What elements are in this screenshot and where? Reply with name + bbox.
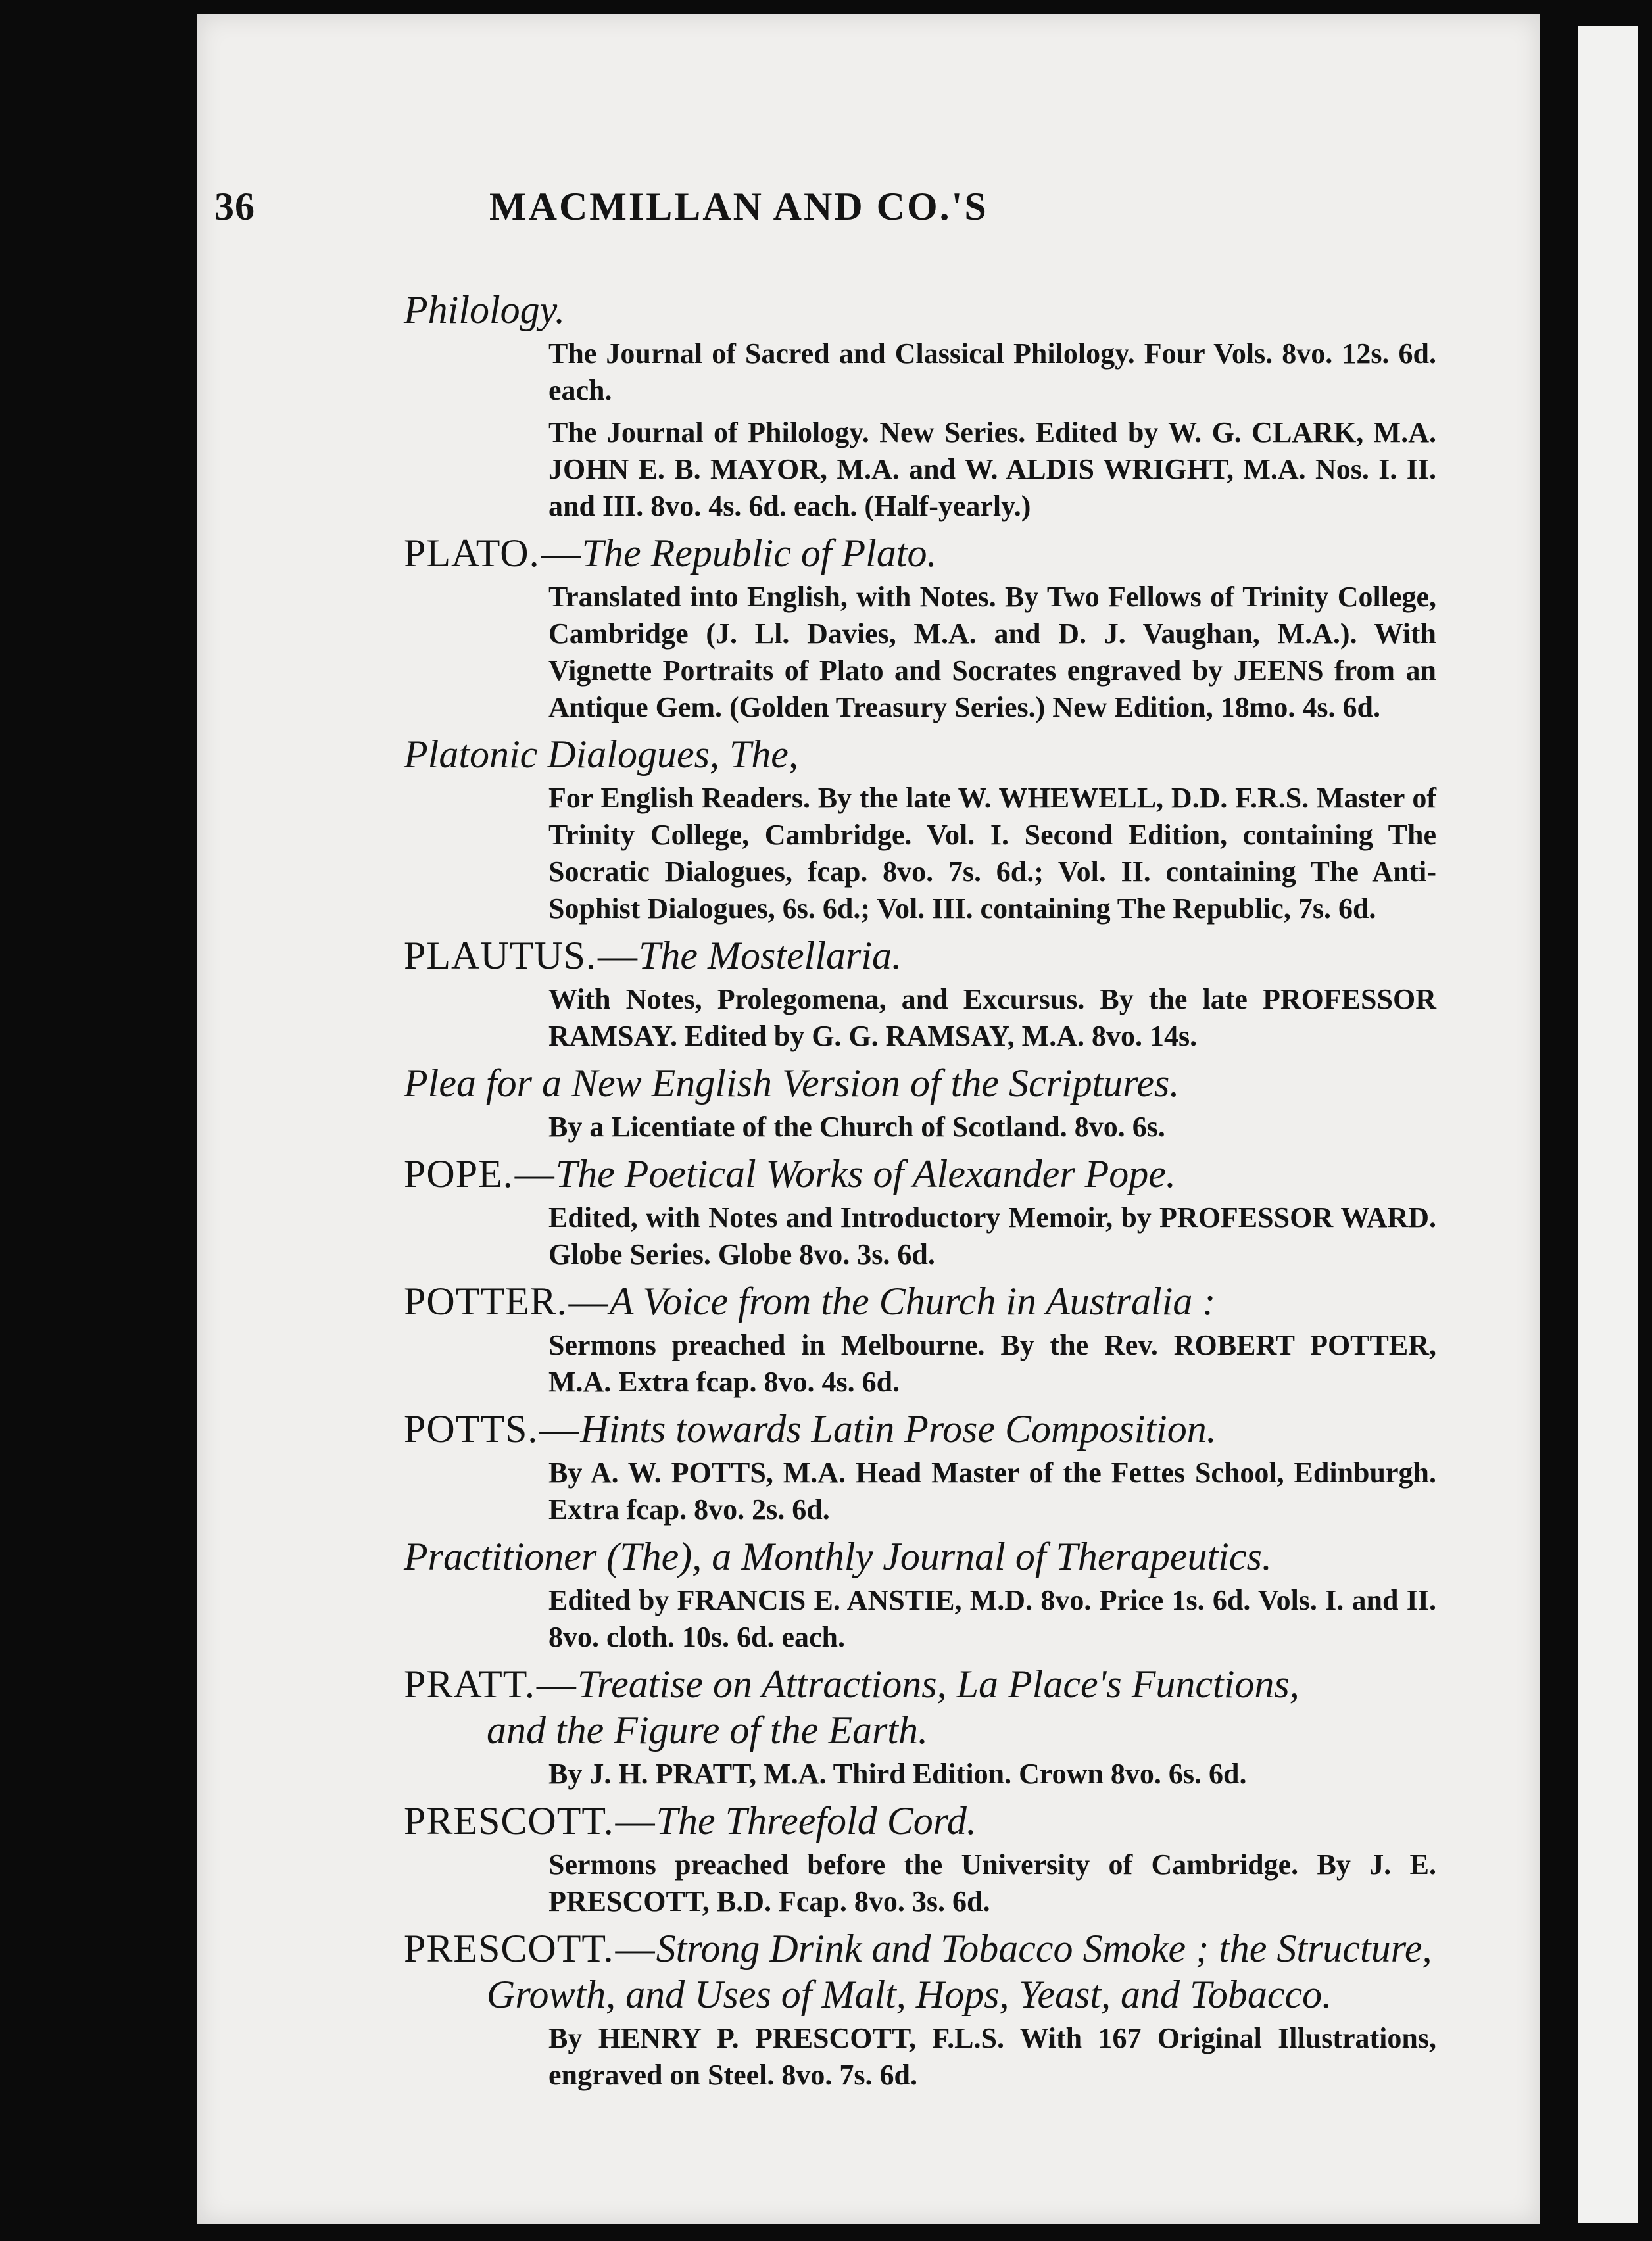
entry-heading: POTTER.—A Voice from the Church in Australia : <box>404 1280 1216 1323</box>
entry-title: The Threefold Cord. <box>656 1799 977 1843</box>
entry-description: The Journal of Philology. New Series. Edited by W. G. CLARK, M.A. JOHN E. B. MAYOR, M.A. and W. ALDIS WRIGHT, M.A. Nos. I. II. and III. 8vo. 4s. 6d. each. (Half-yearly.) <box>548 416 1436 522</box>
page-number: 36 <box>214 185 255 228</box>
entry-title: Strong Drink and Tobacco Smoke ; the Structure, <box>656 1927 1432 1970</box>
catalogue-entry <box>404 1406 1436 1528</box>
next-page-edge <box>1578 26 1638 2223</box>
catalogue-entry <box>404 1278 1436 1401</box>
entry-title: Hints towards Latin Prose Composition. <box>580 1407 1217 1451</box>
catalogue-entry <box>404 1060 1436 1145</box>
entry-title-continuation: Growth, and Uses of Malt, Hops, Yeast, and Tobacco. <box>487 1973 1332 2016</box>
catalogue-entry <box>404 530 1436 726</box>
entry-description: With Notes, Prolegomena, and Excursus. By the late PROFESSOR RAMSAY. Edited by G. G. RAMSAY, M.A. 8vo. 14s. <box>548 983 1436 1052</box>
entry-heading: PRESCOTT.—The Threefold Cord. <box>404 1799 977 1843</box>
catalogue-entry <box>404 287 1436 525</box>
publisher-header: MACMILLAN AND CO.'S <box>489 185 988 228</box>
entry-author: PLATO. <box>404 531 540 575</box>
entry-author: POPE. <box>404 1152 514 1195</box>
entry-description: By A. W. POTTS, M.A. Head Master of the Fettes School, Edinburgh. Extra fcap. 8vo. 2s. 6d. <box>548 1457 1436 1526</box>
entry-heading: PRATT.—Treatise on Attractions, La Place's Functions, and the Figure of the Earth. <box>404 1661 1436 1753</box>
entry-heading: PRESCOTT.—Strong Drink and Tobacco Smoke ; the Structure, Growth, and Uses of Malt, Hops, Yeast, and Tobacco. <box>404 1925 1436 2017</box>
entry-description: Edited by FRANCIS E. ANSTIE, M.D. 8vo. Price 1s. 6d. Vols. I. and II. 8vo. cloth. 10s. 6d. each. <box>548 1584 1436 1653</box>
entry-author: PRESCOTT. <box>404 1927 614 1970</box>
entry-title: Platonic Dialogues, The, <box>404 733 798 776</box>
entry-author: PLAUTUS. <box>404 934 597 977</box>
entry-title: The Mostellaria. <box>639 934 902 977</box>
catalogue-entry <box>404 1151 1436 1273</box>
catalogue-entry <box>404 932 1436 1055</box>
entry-author: PRATT. <box>404 1662 535 1706</box>
entry-description: Translated into English, with Notes. By Two Fellows of Trinity College, Cambridge (J. Ll. Davies, M.A. and D. J. Vaughan, M.A.). With Vignette Portraits of Plato and Socrates engraved by JEENS from an Antique Gem. (Golden Treasury Series.) New Edition, 18mo. 4s. 6d. <box>548 581 1436 723</box>
entry-description: The Journal of Sacred and Classical Philology. Four Vols. 8vo. 12s. 6d. each. <box>548 337 1436 406</box>
entry-author: POTTER. <box>404 1280 568 1323</box>
entry-author: PRESCOTT. <box>404 1799 614 1843</box>
running-head <box>214 184 1148 256</box>
catalogue-entry <box>404 731 1436 927</box>
entry-heading <box>404 287 1436 333</box>
entry-description: By a Licentiate of the Church of Scotland. 8vo. 6s. <box>548 1111 1165 1143</box>
entry-title: Treatise on Attractions, La Place's Functions, <box>577 1662 1300 1706</box>
entry-title: A Voice from the Church in Australia : <box>609 1280 1216 1323</box>
catalogue-entry <box>404 1533 1436 1656</box>
entry-heading <box>404 731 1436 777</box>
entry-description: For English Readers. By the late W. WHEWELL, D.D. F.R.S. Master of Trinity College, Cambridge. Vol. I. Second Edition, containing The Socratic Dialogues, fcap. 8vo. 7s. 6d.; Vol. II. containing The Anti-Sophist Dialogues, 6s. 6d.; Vol. III. containing The Republic, 7s. 6d. <box>548 782 1436 925</box>
catalogue-entry <box>404 1925 1436 2094</box>
entry-description: By HENRY P. PRESCOTT, F.L.S. With 167 Original Illustrations, engraved on Steel. 8vo. 7s. 6d. <box>548 2022 1436 2091</box>
entry-description: Edited, with Notes and Introductory Memoir, by PROFESSOR WARD. Globe Series. Globe 8vo. 3s. 6d. <box>548 1201 1436 1270</box>
entry-title: The Poetical Works of Alexander Pope. <box>555 1152 1176 1195</box>
catalogue-entry <box>404 1798 1436 1920</box>
entry-heading: POPE.—The Poetical Works of Alexander Pope. <box>404 1152 1176 1195</box>
entry-heading: PLAUTUS.—The Mostellaria. <box>404 934 902 977</box>
entry-heading <box>404 1533 1436 1579</box>
entry-title: The Republic of Plato. <box>581 531 937 575</box>
catalogue-content <box>404 283 1436 2099</box>
entry-author: POTTS. <box>404 1407 539 1451</box>
entry-title: Philology. <box>404 288 565 331</box>
entry-title: Plea for a New English Version of the Scriptures. <box>404 1061 1180 1105</box>
entry-description: Sermons preached before the University of Cambridge. By J. E. PRESCOTT, B.D. Fcap. 8vo. 3s. 6d. <box>548 1848 1436 1917</box>
entry-title: Practitioner (The), a Monthly Journal of Therapeutics. <box>404 1535 1272 1578</box>
entry-title-continuation: and the Figure of the Earth. <box>487 1708 929 1752</box>
entry-heading: POTTS.—Hints towards Latin Prose Composition. <box>404 1407 1217 1451</box>
catalogue-entry <box>404 1661 1436 1793</box>
entry-heading: PLATO.—The Republic of Plato. <box>404 531 937 575</box>
entry-description: By J. H. PRATT, M.A. Third Edition. Crown 8vo. 6s. 6d. <box>548 1758 1247 1790</box>
entry-heading <box>404 1060 1436 1106</box>
entry-description: Sermons preached in Melbourne. By the Rev. ROBERT POTTER, M.A. Extra fcap. 8vo. 4s. 6d. <box>548 1329 1436 1398</box>
